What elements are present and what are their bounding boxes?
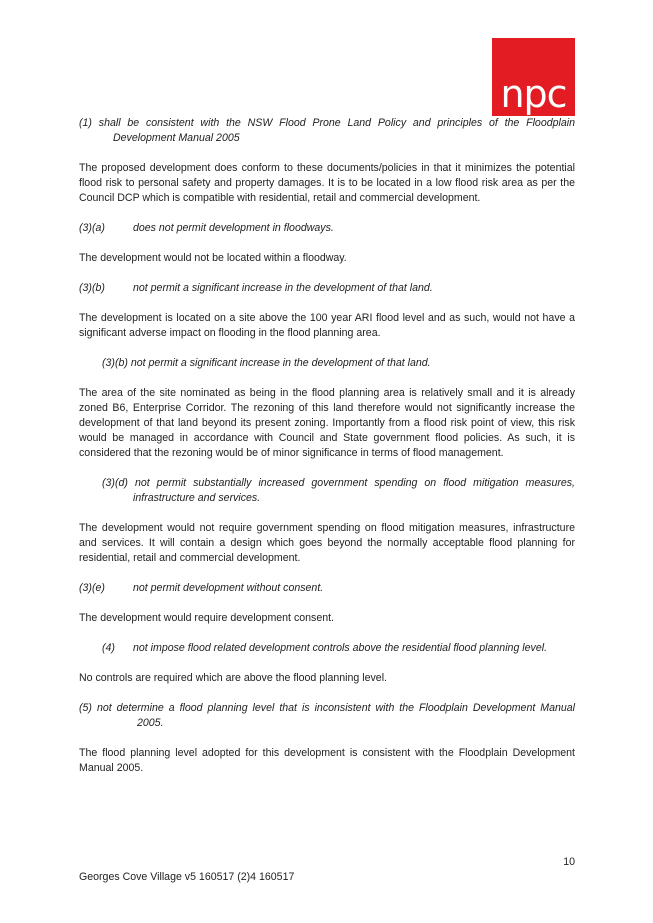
- criterion-4: [79, 641, 575, 656]
- criterion-text: not permit a significant increase in the development of that land.: [133, 282, 433, 294]
- criterion-number: (5): [79, 702, 92, 714]
- document-body: [79, 116, 575, 791]
- response-paragraph: No controls are required which are above the flood planning level.: [79, 672, 387, 684]
- response-paragraph: The development would not require government spending on flood mitigation measures, infrastructure and services. It will contain a design which goes beyond the normally acceptable flood planning for residential, retail and commercial development.: [79, 522, 575, 564]
- response-paragraph: The development is located on a site above the 100 year ARI flood level and as such, would not have a significant adverse impact on flooding in the flood planning area.: [79, 312, 575, 339]
- criterion-3e: [79, 581, 575, 596]
- criterion-number: (4): [102, 642, 115, 654]
- page-footer: Georges Cove Village v5 160517 (2)4 160517: [79, 871, 295, 883]
- criterion-3b-repeat: [79, 356, 575, 371]
- criterion-number: (3)(e): [79, 582, 105, 594]
- criterion-text: not permit substantially increased government spending on flood mitigation measures, infrastructure and services.: [133, 477, 576, 504]
- response-paragraph: The development would require development consent.: [79, 612, 334, 624]
- criterion-3d: [79, 476, 575, 506]
- criterion-text: not permit a significant increase in the development of that land.: [130, 357, 431, 369]
- response-paragraph: The development would not be located within a floodway.: [79, 252, 347, 264]
- criterion-number: (3)(a): [79, 222, 105, 234]
- criterion-5: [79, 701, 575, 731]
- response-paragraph: The proposed development does conform to these documents/policies in that it minimizes the potential flood risk to personal safety and property damages. It is to be located in a low flood risk area as per the Council DCP which is compatible with residential, retail and commercial development.: [79, 162, 575, 204]
- criterion-text: does not permit development in floodways.: [133, 222, 334, 234]
- criterion-1: [79, 116, 575, 146]
- criterion-text: not impose flood related development controls above the residential flood planning level.: [133, 642, 548, 654]
- criterion-text: not determine a flood planning level that is inconsistent with the Floodplain Development Manual 2005.: [96, 702, 575, 729]
- criterion-number: (3)(d): [102, 477, 128, 489]
- criterion-3a: [79, 221, 575, 236]
- response-paragraph: The area of the site nominated as being in the flood planning area is relatively small and it is already zoned B6, Enterprise Corridor. The rezoning of this land therefore would not significantly increase the development of that land beyond its present zoning. Importantly from a flood risk point of view, this risk would be managed in accordance with Council and State government flood policies. As such, it is considered that the rezoning would be of minor significance in terms of flood management.: [79, 387, 575, 459]
- response-paragraph: The flood planning level adopted for this development is consistent with the Floodplain Development Manual 2005.: [79, 747, 575, 774]
- criterion-number: (3)(b): [102, 357, 128, 369]
- criterion-text: shall be consistent with the NSW Flood Prone Land Policy and principles of the Floodplain Development Manual 2005: [98, 117, 575, 144]
- criterion-number: (3)(b): [79, 282, 105, 294]
- logo-text: npc: [500, 72, 567, 116]
- criterion-3b: [79, 281, 575, 296]
- criterion-text: not permit development without consent.: [133, 582, 324, 594]
- page-number: 10: [563, 856, 575, 868]
- criterion-number: (1): [79, 117, 92, 129]
- npc-logo: [492, 38, 575, 116]
